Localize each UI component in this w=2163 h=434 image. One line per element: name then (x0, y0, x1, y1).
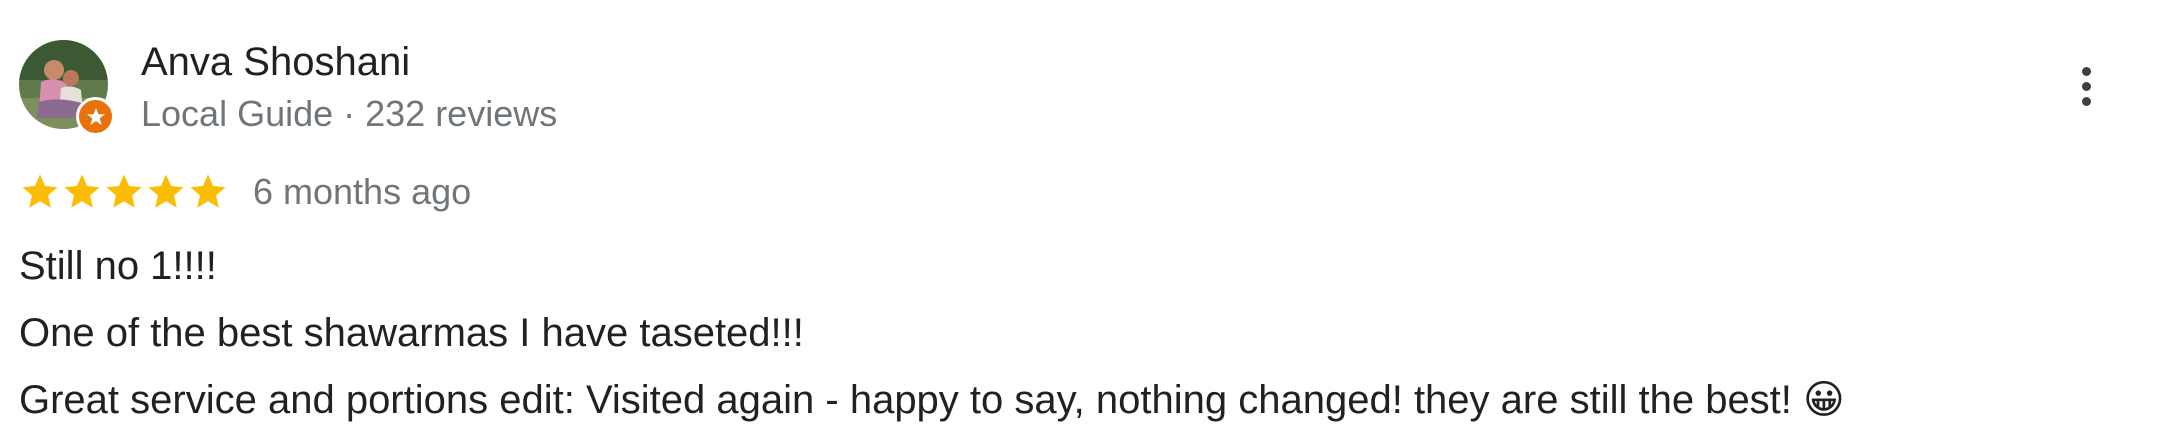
star-icon (145, 171, 187, 213)
star-rating (19, 171, 229, 213)
review-text (19, 233, 1845, 434)
more-options-button[interactable] (2066, 56, 2106, 116)
review-line: Still no 1!!!! (19, 244, 217, 288)
review-line: Great service and portions edit: Visited again - happy to say, nothing changed! they are still the best! 😀 (19, 378, 1845, 422)
review-line: One of the best shawarmas I have taseted!!! (19, 311, 804, 355)
star-icon (103, 171, 145, 213)
reviewer-name[interactable]: Anva Shoshani (141, 40, 411, 84)
star-icon (61, 171, 103, 213)
review-date: 6 months ago (253, 171, 472, 212)
avatar[interactable] (19, 40, 108, 129)
star-icon (19, 171, 61, 213)
star-icon (187, 171, 229, 213)
rating-row (19, 167, 471, 217)
more-options-icon (2082, 67, 2091, 76)
reviewer-meta: Local Guide · 232 reviews (141, 93, 558, 134)
local-guide-badge-icon (76, 97, 115, 136)
